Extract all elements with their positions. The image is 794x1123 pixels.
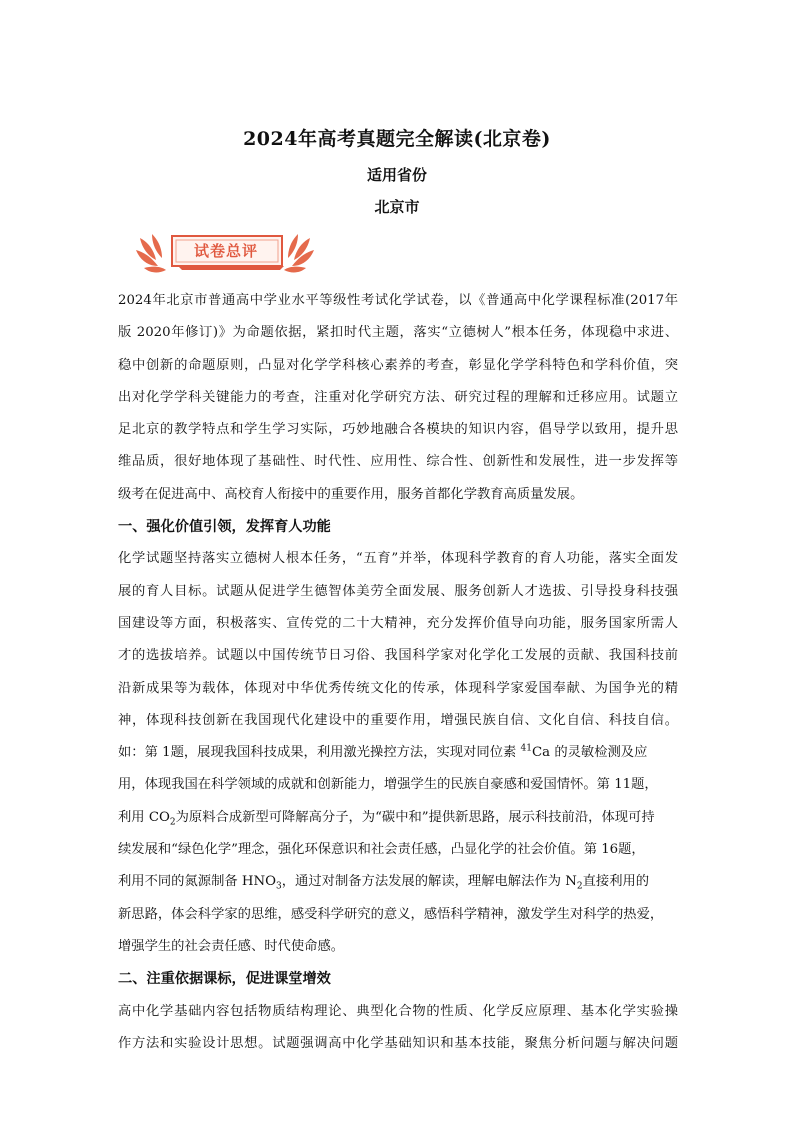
text-fragment: 直接利用的 [582, 874, 650, 890]
text-fragment: 利用 CO [118, 809, 170, 825]
applicable-province-label: 适用省份 [366, 166, 427, 184]
section2-paragraph [118, 996, 678, 1061]
text-fragment: ，通过对制备方法发展的解读，理解电解法作为 N [281, 874, 577, 890]
text-line: 稳中创新的命题原则，凸显对化学学科核心素养的考查，彰显化学学科特色和学科价值，突 [118, 357, 678, 373]
province-name: 北京市 [374, 198, 420, 216]
text-line: 新思路，体会科学家的思维，感受科学研究的意义，感悟科学精神，激发学生对科学的热爱， [118, 906, 664, 922]
text-line: 足北京的教学特点和学生学习实际，巧妙地融合各模块的知识内容，倡导学以致用，提升思 [118, 422, 678, 438]
section-heading-1: 一、强化价值引领，发挥育人功能 [118, 519, 331, 536]
text-fragment: 为原料合成新型可降解高分子，为“碳中和”提供新思路，展示科技前沿，体现可持 [175, 809, 655, 825]
text-line: 续发展和“绿色化学”理念，强化环保意识和社会责任感，凸显化学的社会价值。第 16题， [118, 842, 645, 858]
text-fragment: 利用不同的氮源制备 HNO [118, 874, 277, 890]
text-line: 神，体现科技创新在我国现代化建设中的重要作用，增强民族自信、文化自信、科技自信。 [118, 712, 678, 728]
text-line: 出对化学学科关键能力的考查，注重对化学研究方法、研究过程的理解和迁移应用。试题立 [118, 389, 678, 405]
text-fragment: 如：第 1题，展现我国科技成果，利用激光操控方法，实现对同位素 [118, 745, 521, 761]
text-line: 高中化学基础内容包括物质结构理论、典型化合物的性质、化学反应原理、基本化学实验操 [118, 1003, 678, 1019]
document-body [118, 285, 678, 1060]
text-line: 增强学生的社会责任感、时代使命感。 [118, 938, 345, 954]
text-line: 级考在促进高中、高校育人衔接中的重要作用，服务首都化学教育高质量发展。 [118, 486, 584, 502]
text-line-with-formula [118, 866, 678, 898]
text-line: 用，体现我国在科学领域的成就和创新能力，增强学生的民族自豪感和爱国情怀。第 11题， [118, 777, 658, 793]
section1-paragraph [118, 543, 678, 963]
text-line: 2024年北京市普通高中学业水平等级性考试化学试卷，以《普通高中化学课程标准(2017年 [118, 293, 678, 308]
text-line: 国建设等方面，积极落实、宣传党的二十大精神，充分发挥价值导向功能，服务国家所需人 [118, 615, 678, 631]
text-line-with-formula [118, 802, 678, 834]
banner-label: 试卷总评 [193, 241, 258, 260]
text-line: 版 2020年修订)》为命题依据，紧扣时代主题，落实“立德树人”根本任务，体现稳中求进、 [118, 325, 678, 341]
text-line: 维品质，很好地体现了基础性、时代性、应用性、综合性、创新性和发展性，进一步发挥等 [118, 454, 678, 470]
text-line: 化学试题坚持落实立德树人根本任务，“五育”并举，体现科学教育的育人功能，落实全面发 [118, 551, 678, 567]
text-line: 才的选拔培养。试题以中国传统节日习俗、我国科学家对化学化工发展的贡献、我国科技前 [118, 648, 678, 664]
text-line: 沿新成果等为载体，体现对中华优秀传统文化的传承，体现科学家爱国奉献、为国争光的精 [118, 680, 678, 696]
text-line-with-isotope [118, 737, 678, 769]
formula-subscript: 2 [576, 882, 583, 892]
text-fragment: Ca 的灵敏检测及应 [531, 745, 648, 761]
text-line: 展的育人目标。试题从促进学生德智体美劳全面发展、服务创新人才选拔、引导投身科技强 [118, 583, 678, 599]
isotope-mass-number: 41 [520, 743, 532, 754]
formula-subscript: 3 [276, 882, 282, 892]
formula-subscript: 2 [169, 817, 176, 828]
intro-paragraph [118, 285, 678, 511]
text-line: 作方法和实验设计思想。试题强调高中化学基础知识和基本技能，聚焦分析问题与解决问题 [118, 1035, 678, 1051]
section-heading-2: 二、注重依据课标，促进课堂增效 [118, 971, 331, 988]
page-title: 2024年高考真题完全解读(北京卷) [243, 128, 551, 150]
